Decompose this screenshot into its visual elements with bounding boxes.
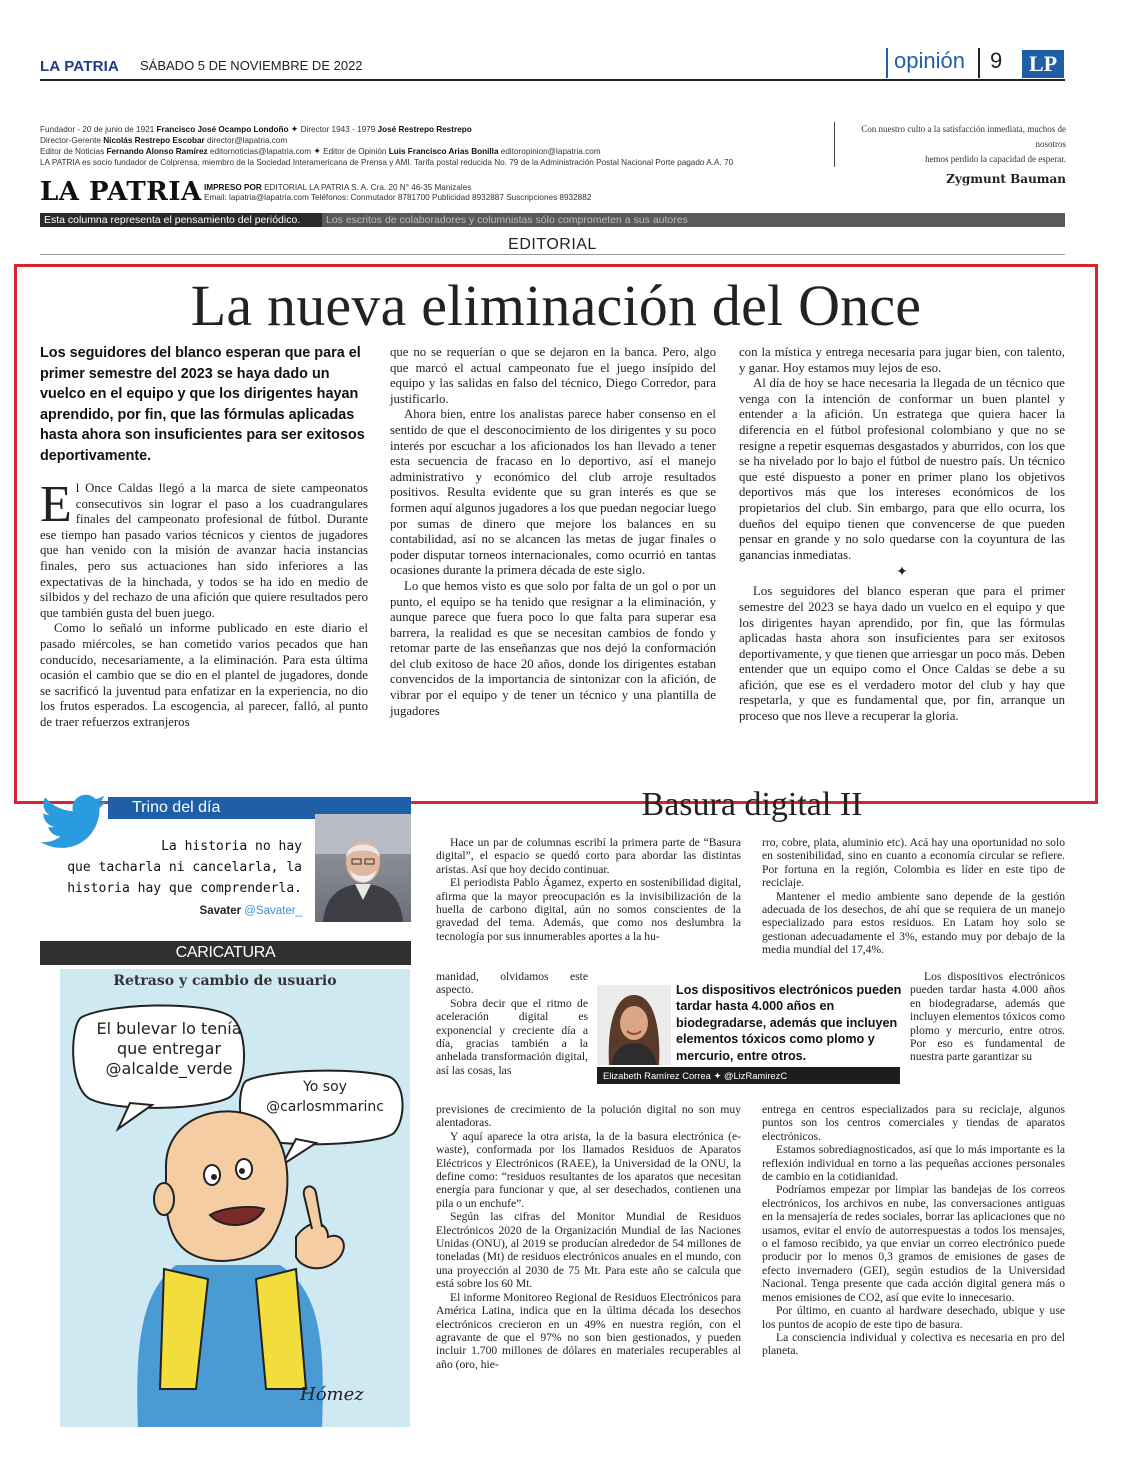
credits-line-1: Fundador - 20 de junio de 1921 Francisco José Ocampo Londoño ✦ Director 1943 - 1979 José Restrepo Restrepo (40, 124, 472, 134)
column-paragraph: El informe Monitoreo Regional de Residuos Electrónicos para América Latina, indica que en la última década los desechos electrónicos crecieron en un 49% en nuestra región, con el agravante de que el 97% no son bien gestionados, y pueden incluir 1.700 millones de dólares en materiales recuperables al año (oro, hie- (436, 1290, 741, 1371)
column-paragraph: Mantener el medio ambiente sano depende de la gestión adecuada de los desechos, de ahí que se requiera de un manejo especializado para estos residuos. En Latam hoy solo se gestionan adecuadamente el 3%, estando muy por debajo de la media mundial del 17,4%. (762, 889, 1065, 957)
column-paragraph: Sobra decir que el ritmo de aceleración digital es exponencial y creciente día a día, gracias también a la anhelada transformación digital, así las cosas, las (436, 996, 588, 1077)
caricature-label: CARICATURA (40, 941, 411, 965)
editorial-headline: La nueva eliminación del Once (190, 273, 922, 338)
column-title: Basura digital II (641, 786, 863, 823)
top-rule (40, 79, 1065, 81)
news-editor-email-link[interactable]: editornoticias@lapatria.com (209, 147, 312, 156)
editorial-lead: Los seguidores del blanco esperan que para el primer semestre del 2023 se haya dado un vuelco en el equipo y que los dirigentes hayan aprendido, por fin, que las fórmulas aplicadas hasta ahora son insuficientes para ser exitosos deportivamente. (40, 345, 365, 464)
trino-title-bar: Trino del día (108, 797, 411, 819)
column-paragraph: Estamos sobrediagnosticados, así que lo más importante es la reflexión individual en torno a las pequeñas acciones personales de cambio en la cotidianidad. (762, 1143, 1065, 1184)
divider (40, 254, 1065, 255)
column-paragraph: Según las cifras del Monitor Mundial de Residuos Electrónicos 2020 de la Organización Mundial de las Naciones Unidas (ONU), al 2019 se producían alrededor de 54 millones de toneladas (Mt) de residuos electrónicos anuales en el mundo, con una proyección al 2030 de 75 Mt. Para este año se calcula que está sobre los 60 Mt. (436, 1210, 741, 1291)
column-paragraph: Y aquí aparece la otra arista, la de la basura electrónica (e-waste), conformada por los llamados Residuos de Aparatos Eléctricos y Electrónicos (RAEE), la Universidad de la ONU, la define como: “residuos resultantes de los aparatos que necesitan energía para funcionar y que, al ser desechados, contienen una pila o un enchufe”. (436, 1129, 741, 1210)
masthead-logo: LA PATRIA (40, 177, 202, 207)
issue-date: SÁBADO 5 DE NOVIEMBRE DE 2022 (140, 58, 363, 73)
drop-cap: E (40, 476, 72, 533)
section-divider-icon: ✦ (896, 565, 908, 581)
director-email-link[interactable]: director@lapatria.com (207, 136, 288, 145)
disclaimer-strap (40, 213, 1065, 227)
tweet-author: Savater @Savater_ (199, 905, 302, 917)
column-left-inset (436, 970, 588, 1077)
editorial-paragraph: Los seguidores del blanco esperan que para el primer semestre del 2023 se haya dado un vuelco en el equipo y que los dirigentes hayan aprendido, por fin, que las fórmulas aplicadas hasta ahora son insuficientes para ser exitosos deportivamente, y que tienen que arriesgar un poco más. Deben entender que un equipo como el Once Caldas se debe a su afición, que ese es el verdadero motor del club y hay que respetarla, y que es fundamental que, por fin, arranque un proceso que nos lleve a recuperar la gloria. (739, 584, 1065, 724)
column-right-bottom (762, 1103, 1065, 1358)
epigraph-quote: Con nuestro culto a la satisfacción inmediata, muchos de nosotros hemos perdido la capacidad de esperar. (834, 122, 1066, 167)
column-paragraph: Los dispositivos electrónicos pueden tardar hasta 4.000 años en biodegradarse, además que incluyen elementos tóxicos como plomo y mercurio, entre otros. Por eso es fundamental de nuestra parte garantizar su (910, 970, 1065, 1064)
column-paragraph: previsiones de crecimiento de la polución digital no son muy alentadoras. (436, 1103, 741, 1130)
opinion-editor-email-link[interactable]: editoropinion@lapatria.com (500, 147, 601, 156)
speech-bubble-2: Yo soy @carlosmmarinc (266, 1079, 384, 1115)
editorial-column-2 (390, 345, 716, 719)
columnist-byline (597, 1067, 900, 1084)
caricature-title: Retraso y cambio de usuario (113, 973, 337, 989)
credits-line-3: Editor de Noticias Fernando Alonso Ramírez editornoticias@lapatria.com ✦ Editor de Opinión Luis Francisco Arias Bonilla editoropinion@lapatria.com (40, 146, 601, 156)
page-number: 9 (978, 48, 1002, 78)
author-photo (315, 814, 411, 922)
brand-name: LA PATRIA (40, 58, 120, 75)
editorial-paragraph: El Once Caldas llegó a la marca de siete campeonatos consecutivos sin lograr el paso a los cuadrangulares finales del campeonato profesional de fútbol. Durante ese tiempo han pasado varios técnicos y cientos de jugadores que han venido con la misión de avanzar hacia instancias finales, pero sus actuaciones han sido inferiores a las expectativas de la hinchada, y todos se ha ido en medio de silbidos y del rechazo de una afición que quiere resultados pero que también gusta del buen juego. (40, 476, 368, 620)
column-right-inset (910, 970, 1065, 1064)
column-paragraph: rro, cobre, plata, aluminio etc). Acá hay una oportunidad no solo en sostenibilidad, sino en cuanto a economía circular se refiere. Por fortuna en la región, Colombia es líder en este tipo de reciclaje. (762, 836, 1065, 890)
column-left-bottom (436, 1103, 741, 1371)
speech-bubble-1: El bulevar lo tenía que entregar @alcalde_verde (96, 1019, 242, 1078)
pull-quote: Los dispositivos electrónicos pueden tardar hasta 4.000 años en biodegradarse, además que incluyen elementos tóxicos como plomo y mercurio, entre otros. (676, 983, 902, 1063)
editorial-column-3 (739, 345, 1065, 725)
cartoonist-signature: Hómez (300, 1384, 364, 1405)
editorial-paragraph: con la mística y entrega necesaria para jugar bien, con talento, y ganar. Hoy estamos muy lejos de eso. (739, 345, 1065, 375)
column-paragraph: El periodista Pablo Ágamez, experto en sostenibilidad digital, afirma que la mayor preocupación es la invisibilización de la huella de carbono digital, aún no somos conscientes de la gravedad del tema. Además, que como nos deslumbra la tecnología por sus innumerables aportes a la hu- (436, 876, 741, 943)
column-paragraph: Por último, en cuanto al hardware desechado, ubique y use los puntos de acopio de este tipo de basura. (762, 1304, 1065, 1331)
credits-line-2: Director-Gerente Nicolás Restrepo Escobar director@lapatria.com (40, 136, 288, 145)
columnist-name: Elizabeth Ramírez Correa (603, 1070, 711, 1081)
column-paragraph: Hace un par de columnas escribí la primera parte de “Basura digital”, el espacio se quedó corto para abordar las distintas aristas. Así que hoy decido continuar. (436, 836, 741, 876)
column-paragraph: manidad, olvidamos este aspecto. (436, 970, 588, 997)
section-name: opinión (886, 48, 965, 78)
editorial-column-1 (40, 476, 368, 731)
column-paragraph: entrega en centros especializados para su reciclaje, algunos puntos son los centros comerciales y tiendas de aparatos electrónicos. (762, 1103, 1065, 1143)
credits-line-4: LA PATRIA es socio fundador de Colprensa, miembro de la Sociedad Interamericana de Prensa y AMI. Tarifa postal reducida No. 79 de la Administración Postal Nacional Porte pagado A.A. 70 (40, 158, 734, 167)
tweet-handle-link[interactable]: @Savater_ (244, 905, 302, 917)
star-icon: ✦ (313, 146, 321, 156)
column-paragraph: Podríamos empezar por limpiar las bandejas de los correos electrónicos, los archivos en nube, las conversaciones antiguas en la mensajería de redes sociales, borrar las aplicaciones que no usamos, evitar el envío de autorrespuestas a todos los mensajes, o el famoso recibido, ya que enviar un correo electrónico puede producir por lo menos 0,3 gramos de emisiones de gases de efecto invernadero (GEI), según estudios de la Universidad Nacional. Tenga presente que cada acción digital genera más o menos emisiones de CO2, así que evite lo innecesario. (762, 1183, 1065, 1304)
editorial-paragraph: Como lo señaló un informe publicado en este diario el pasado miércoles, se han cometido varios pecados que han conducido, necesariamente, a la eliminación. Para esta última ocasión el cambio que se dio en el plantel de jugadores, donde se sacrificó la juventud para enfatizar en la experiencia, no dio los frutos esperados. La escogencia, al parecer, falló, al punto de traer refuerzos extranjeros (40, 621, 368, 729)
star-icon: ✦ (290, 124, 299, 134)
masthead-credits (40, 124, 820, 168)
star-icon: ✦ (713, 1070, 722, 1081)
disclaimer-left: Esta columna representa el pensamiento del periódico. (40, 213, 322, 227)
column-paragraph: La consciencia individual y colectiva es necesaria en pro del planeta. (762, 1330, 1065, 1358)
editorial-paragraph: Lo que hemos visto es que solo por falta de un gol o por un punto, el equipo se ha tenido que resignar a la eliminación, y aunque parece que fuera poco lo que falta para superar esa barrera, la realidad es que se necesitan cambios de fondo y retomar parte de las enseñanzas que nos dejó la conformación del club exitoso de hace 20 años, donde los dirigentes estaban convencidos de la importancia de sintonizar con la afición, de vibrar por el equipo y de tener un técnico y una plantilla de jugadores (390, 578, 716, 718)
lp-logo: LP (1022, 50, 1064, 78)
column-left-top (436, 836, 741, 943)
section-label: EDITORIAL (508, 236, 597, 253)
editorial-paragraph: Ahora bien, entre los analistas parece haber consenso en el sentido de que el desconocimiento de los dirigentes y su poco interés por escuchar a los aficionados los han llevado a tener esta secuencia de fracaso en lo deportivo, así el manejo administrativo y económico del club arroje resultados positivos. Resulta evidente que su gran interés es que se formen aquí algunos jugadores a los que puedan negociar luego por sumas de dinero que mejore los balances en su contabilidad, así no se alcancen las metas de jugar finales o poder disputar torneos internacionales, como ocurrió en tantas ocasiones durante la primera década de este siglo. (390, 407, 716, 578)
column-right-top (762, 836, 1065, 957)
disclaimer-right: Los escritos de colaboradores y columnistas sólo comprometen a sus autores (322, 213, 1065, 227)
epigraph-author: Zygmunt Bauman (946, 172, 1066, 186)
tweet-text: La historia no hay que tacharla ni cancelarla, la historia hay que comprenderla. (67, 839, 302, 896)
columnist-photo (597, 985, 671, 1065)
editorial-paragraph: Al día de hoy se hace necesaria la llegada de un técnico que venga con la intención de conformar un buen plantel y entender a la afición. Un estratega que quiera hacer la diferencia en el fútbol profesional colombiano y que no se resigne a repetir esquemas desgastados y aburridos, con los que se ha nivelado por lo bajo el fútbol de nuestro país. Un técnico que esté dispuesto a poner en primer plano los objetivos deportivos más que los intereses económicos de los propietarios del club. Sin embargo, para que ello ocurra, los dueños del equipo tienen que convencerse de que pueden pensar en grande y no solo quedarse con la coyuntura de las ganancias inmediatas. (739, 376, 1065, 562)
imprint-info: IMPRESO POR EDITORIAL LA PATRIA S. A. Cra. 20 N° 46-35 Manizales Email: lapatria@lapatria.com Teléfonos: Conmutador 8781700 Publicidad 8932887 Suscripciones 8932882 (204, 183, 592, 202)
columnist-handle-link[interactable]: @LizRamirezC (723, 1070, 788, 1081)
editorial-paragraph: que no se requerían o que se dejaron en la banca. Pero, algo que marcó el actual campeonato fue el juego insípido del equipo y las salidas en falso del técnico, Diego Corredor, para justificarlo. (390, 345, 716, 406)
